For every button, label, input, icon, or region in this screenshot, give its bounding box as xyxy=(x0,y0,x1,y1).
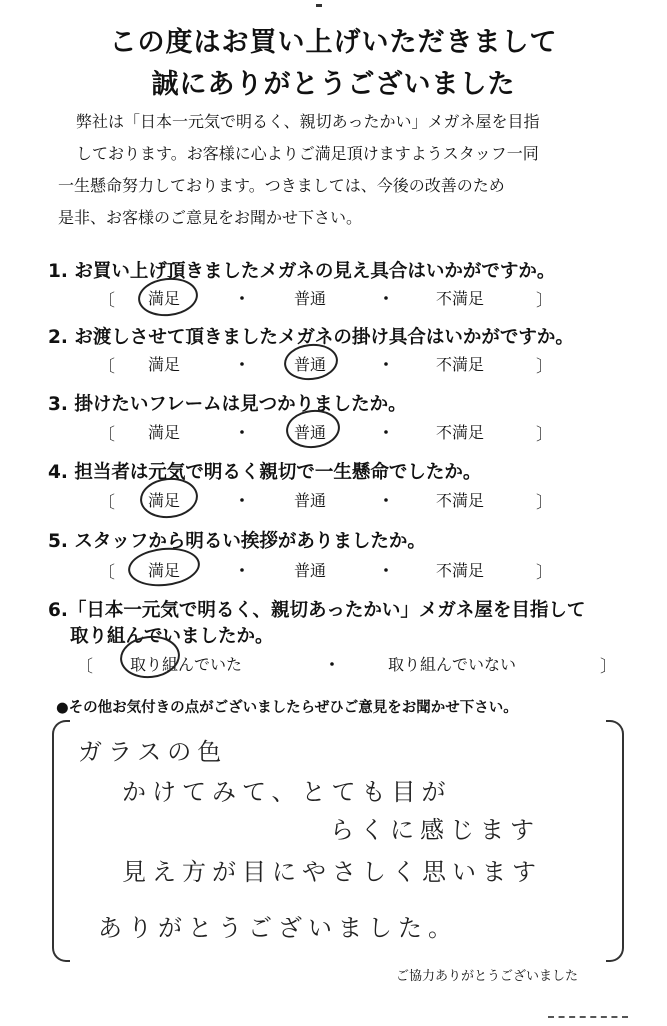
option-unsatisfied[interactable]: 不満足 xyxy=(436,561,485,580)
option-normal[interactable]: 普通 xyxy=(294,423,327,442)
option-unsatisfied[interactable]: 不満足 xyxy=(436,355,485,374)
comment-line: ガラスの色 xyxy=(78,738,228,766)
option-satisfied[interactable]: 満足 xyxy=(148,423,181,442)
option-satisfied[interactable]: 満足 xyxy=(148,289,181,308)
question-6: 6.「日本一元気で明るく、親切あったかい」メガネ屋を目指して xyxy=(48,600,586,621)
separator: ・ xyxy=(234,355,251,374)
option-unsatisfied[interactable]: 不満足 xyxy=(436,491,485,510)
close-bracket: 〕 xyxy=(536,357,553,377)
option-satisfied[interactable]: 満足 xyxy=(148,561,181,580)
open-bracket: 〔 xyxy=(98,493,115,513)
open-bracket: 〔 xyxy=(76,657,93,677)
question-4: 4. 担当者は元気で明るく親切で一生懸命でしたか。 xyxy=(48,462,482,483)
comment-line: ありがとうございました。 xyxy=(98,914,458,942)
separator: ・ xyxy=(234,289,251,308)
close-bracket: 〕 xyxy=(536,563,553,583)
separator: ・ xyxy=(378,423,395,442)
option-unsatisfied[interactable]: 不満足 xyxy=(436,423,485,442)
comment-line: かけてみて、とても目が xyxy=(122,778,452,806)
option-satisfied[interactable]: 満足 xyxy=(148,491,181,510)
comment-line: らくに感じます xyxy=(330,816,540,844)
question-2: 2. お渡しさせて頂きましたメガネの掛け具合はいかがですか。 xyxy=(48,327,574,348)
comment-line: 見え方が目にやさしく思います xyxy=(122,858,542,886)
page-title-line2: 誠にありがとうございました xyxy=(151,69,516,100)
close-bracket: 〕 xyxy=(536,493,553,513)
separator: ・ xyxy=(234,423,251,442)
page-title-line1: この度はお買い上げいただきまして xyxy=(109,27,558,58)
close-bracket: 〕 xyxy=(536,291,553,311)
bottom-mark xyxy=(548,1016,628,1026)
option-normal[interactable]: 普通 xyxy=(294,561,327,580)
open-bracket: 〔 xyxy=(98,563,115,583)
footer-thanks: ご協力ありがとうございました xyxy=(396,969,579,984)
separator: ・ xyxy=(324,655,341,674)
separator: ・ xyxy=(378,561,395,580)
intro-line: 弊社は「日本一元気で明るく、親切あったかい」メガネ屋を目指 xyxy=(76,112,540,131)
option-not-engaged[interactable]: 取り組んでいない xyxy=(388,655,517,674)
intro-line: 是非、お客様のご意見をお聞かせ下さい。 xyxy=(58,208,363,227)
open-bracket: 〔 xyxy=(98,425,115,445)
question-1: 1. お買い上げ頂きましたメガネの見え具合はいかがですか。 xyxy=(48,261,556,282)
separator: ・ xyxy=(378,355,395,374)
separator: ・ xyxy=(378,289,395,308)
question-5: 5. スタッフから明るい挨拶がありましたか。 xyxy=(48,531,426,552)
close-bracket: 〕 xyxy=(536,425,553,445)
box-right-bracket xyxy=(606,720,624,962)
option-engaged[interactable]: 取り組んでいた xyxy=(130,655,243,674)
option-normal[interactable]: 普通 xyxy=(294,355,327,374)
comments-heading: ●その他お気付きの点がございましたらぜひご意見をお聞かせ下さい。 xyxy=(56,700,518,716)
close-bracket: 〕 xyxy=(600,657,617,677)
box-left-bracket xyxy=(52,720,70,962)
separator: ・ xyxy=(234,561,251,580)
top-mark xyxy=(316,4,322,7)
option-normal[interactable]: 普通 xyxy=(294,289,327,308)
question-6-line2: 取り組んでいましたか。 xyxy=(70,626,274,647)
separator: ・ xyxy=(234,491,251,510)
intro-paragraph xyxy=(58,106,616,234)
intro-line: 一生懸命努力しております。つきましては、今後の改善のため xyxy=(58,176,505,195)
open-bracket: 〔 xyxy=(98,357,115,377)
option-satisfied[interactable]: 満足 xyxy=(148,355,181,374)
question-3: 3. 掛けたいフレームは見つかりましたか。 xyxy=(48,394,407,415)
option-unsatisfied[interactable]: 不満足 xyxy=(436,289,485,308)
option-normal[interactable]: 普通 xyxy=(294,491,327,510)
separator: ・ xyxy=(378,491,395,510)
intro-line: しております。お客様に心よりご満足頂けますようスタッフ一同 xyxy=(76,144,539,163)
open-bracket: 〔 xyxy=(98,291,115,311)
